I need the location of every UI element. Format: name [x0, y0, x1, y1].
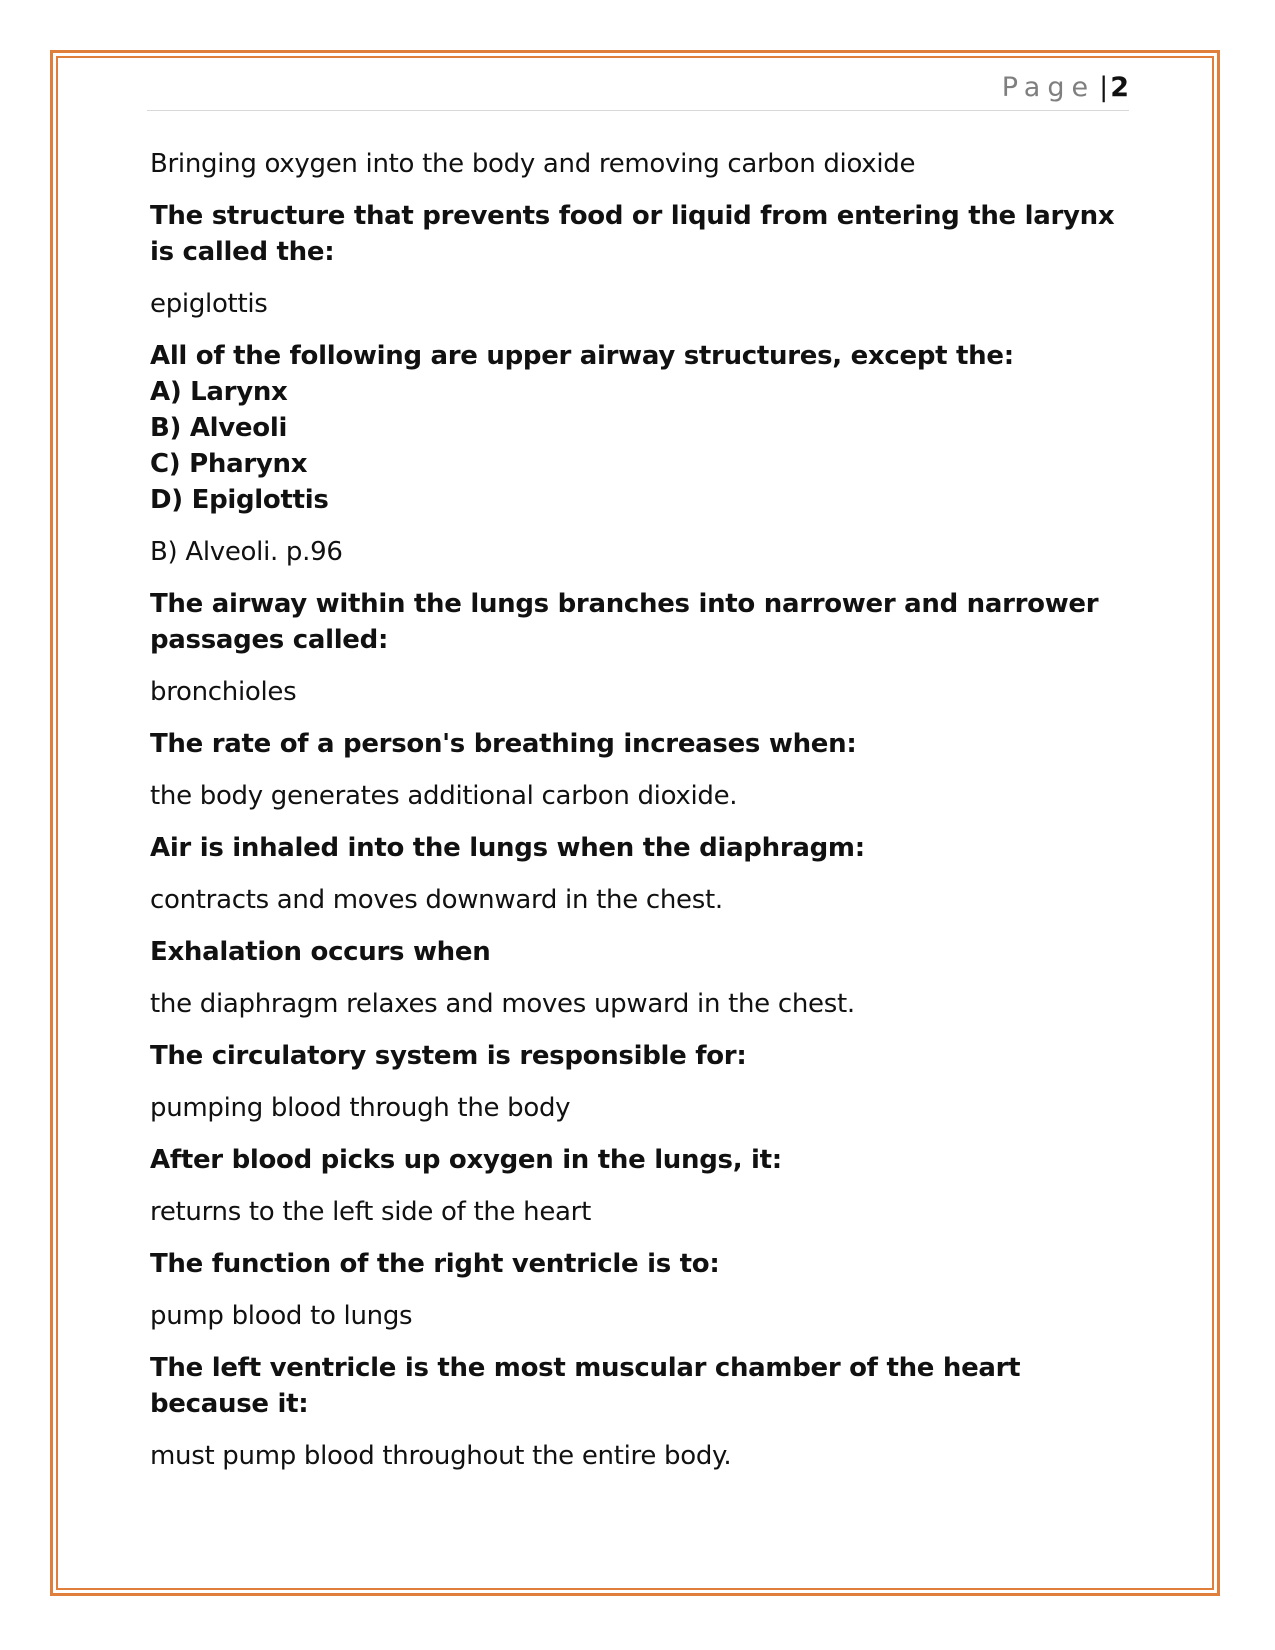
answer-6: the diaphragm relaxes and moves upward in the chest.: [150, 989, 855, 1019]
question-6: Exhalation occurs when: [150, 937, 491, 967]
page-header: [147, 72, 1129, 111]
answer-4: the body generates additional carbon dioxide.: [150, 781, 738, 811]
page-label: Page: [1001, 72, 1096, 103]
question-3: The airway within the lungs branches into narrower and narrower passages called:: [150, 589, 1099, 655]
question-1: The structure that prevents food or liquid from entering the larynx is called the:: [150, 201, 1115, 267]
question-2-block: [150, 338, 1120, 518]
answer-3: bronchioles: [150, 677, 297, 707]
page-separator: |: [1099, 72, 1109, 103]
question-10: The left ventricle is the most muscular chamber of the heart because it:: [150, 1353, 1021, 1419]
answer-7: pumping blood through the body: [150, 1093, 571, 1123]
question-2-option-c: C) Pharynx: [150, 449, 308, 479]
document-body: [150, 146, 1120, 1490]
question-9: The function of the right ventricle is to:: [150, 1249, 720, 1279]
answer-10: must pump blood throughout the entire body.: [150, 1441, 732, 1471]
question-5: Air is inhaled into the lungs when the diaphragm:: [150, 833, 865, 863]
answer-2: B) Alveoli. p.96: [150, 537, 343, 567]
question-7: The circulatory system is responsible for:: [150, 1041, 747, 1071]
answer-8: returns to the left side of the heart: [150, 1197, 591, 1227]
answer-5: contracts and moves downward in the chest.: [150, 885, 723, 915]
answer-9: pump blood to lungs: [150, 1301, 413, 1331]
question-2-option-d: D) Epiglottis: [150, 485, 329, 515]
question-2-option-a: A) Larynx: [150, 377, 288, 407]
question-2: All of the following are upper airway structures, except the:: [150, 341, 1014, 371]
answer-1: epiglottis: [150, 289, 268, 319]
question-8: After blood picks up oxygen in the lungs, it:: [150, 1145, 782, 1175]
page-number: 2: [1110, 72, 1129, 103]
question-4: The rate of a person's breathing increases when:: [150, 729, 857, 759]
answer-0: Bringing oxygen into the body and removing carbon dioxide: [150, 149, 916, 179]
question-2-option-b: B) Alveoli: [150, 413, 288, 443]
